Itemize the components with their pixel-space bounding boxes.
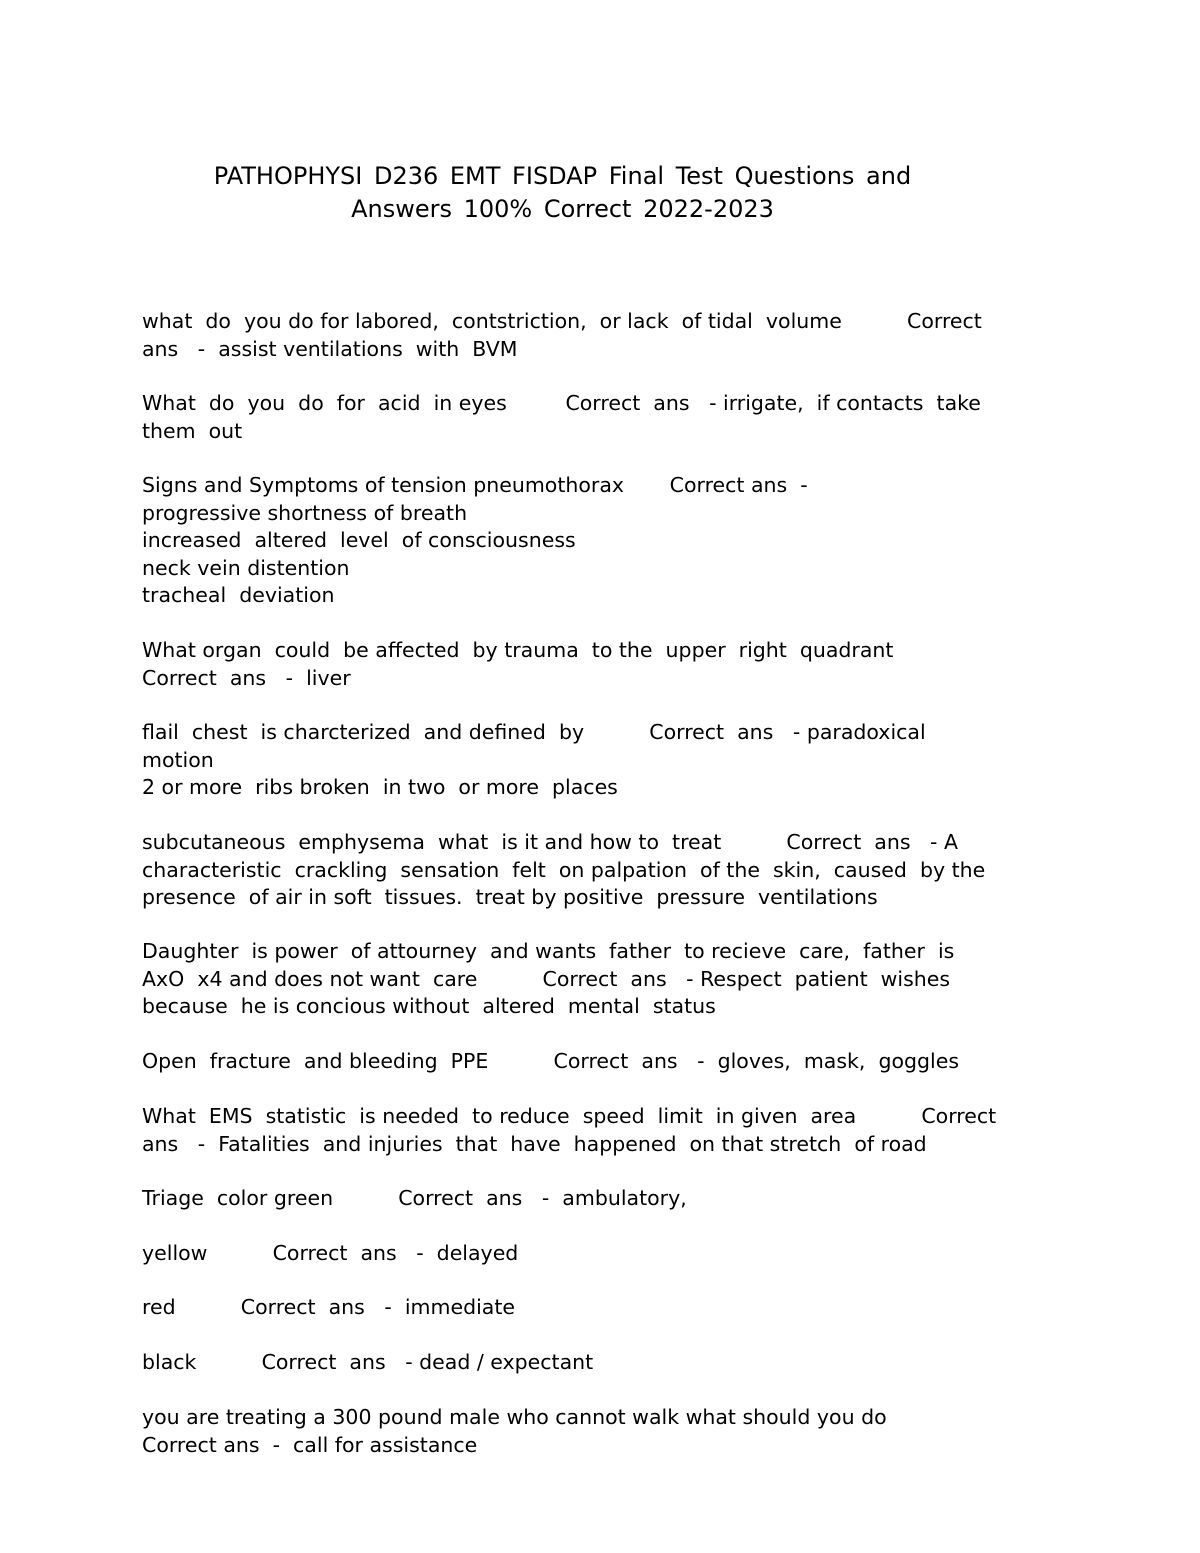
- document-title: [0, 160, 1125, 226]
- qa-line: Open fracture and bleeding PPE Correct ans - gloves, mask, goggles: [142, 1049, 960, 1073]
- qa-line: subcutaneous emphysema what is it and how to treat Correct ans - A: [142, 830, 958, 854]
- qa-line: ans - assist ventilations with BVM: [142, 336, 518, 361]
- qa-item-triage-red: [142, 1294, 1052, 1322]
- qa-line: you are treating a 300 pound male who cannot walk what should you do: [142, 1405, 887, 1429]
- title-line-1: PATHOPHYSI D236 EMT FISDAP Final Test Questions and: [213, 162, 912, 190]
- qa-line: black Correct ans - dead / expectant: [142, 1350, 594, 1374]
- qa-line: them out: [142, 418, 243, 443]
- qa-line: progressive shortness of breath: [142, 500, 468, 525]
- qa-item-tension-pneumothorax: [142, 472, 1052, 610]
- title-line-2: Answers 100% Correct 2022-2023: [351, 195, 774, 223]
- qa-line: AxO x4 and does not want care Correct ans - Respect patient wishes: [142, 966, 951, 991]
- qa-item-triage-black: [142, 1349, 1052, 1377]
- qa-item-tidal-volume: [142, 308, 1052, 363]
- qa-line: tracheal deviation: [142, 583, 335, 607]
- qa-line: characteristic crackling sensation felt on palpation of the skin, caused by the: [142, 857, 986, 882]
- qa-line: motion: [142, 747, 214, 772]
- qa-line: What organ could be affected by trauma to the upper right quadrant: [142, 638, 894, 662]
- qa-item-300-pound-male: [142, 1404, 1052, 1459]
- qa-line: Signs and Symptoms of tension pneumothorax Correct ans -: [142, 473, 808, 497]
- qa-line: because he is concious without altered mental status: [142, 994, 716, 1018]
- qa-line: Daughter is power of attourney and wants father to recieve care, father is: [142, 939, 955, 963]
- qa-item-power-of-attorney: [142, 938, 1052, 1021]
- qa-item-subcutaneous-emphysema: [142, 829, 1052, 912]
- qa-line: What EMS statistic is needed to reduce speed limit in given area Correct: [142, 1104, 997, 1128]
- qa-line: 2 or more ribs broken in two or more places: [142, 775, 618, 799]
- qa-item-ems-statistic: [142, 1103, 1052, 1158]
- qa-line: flail chest is charcterized and defined by Correct ans - paradoxical: [142, 720, 926, 744]
- qa-line: presence of air in soft tissues. treat by positive pressure ventilations: [142, 885, 878, 909]
- qa-item-flail-chest: [142, 719, 1052, 802]
- qa-line: what do you do for labored, contstriction, or lack of tidal volume Correct: [142, 309, 982, 333]
- qa-line: What do you do for acid in eyes Correct ans - irrigate, if contacts take: [142, 391, 981, 415]
- qa-item-acid-in-eyes: [142, 390, 1052, 445]
- qa-item-open-fracture-ppe: [142, 1048, 1052, 1076]
- qa-line: yellow Correct ans - delayed: [142, 1241, 519, 1265]
- qa-line: increased altered level of consciousness: [142, 528, 576, 552]
- qa-item-triage-yellow: [142, 1240, 1052, 1268]
- qa-line: Triage color green Correct ans - ambulatory,: [142, 1186, 687, 1210]
- qa-line: neck vein distention: [142, 555, 350, 580]
- qa-item-triage-green: [142, 1185, 1052, 1213]
- qa-line: Correct ans - call for assistance: [142, 1432, 478, 1457]
- qa-line: red Correct ans - immediate: [142, 1295, 516, 1319]
- qa-line: ans - Fatalities and injuries that have happened on that stretch of road: [142, 1131, 927, 1156]
- qa-item-upper-right-quadrant: [142, 637, 1052, 692]
- qa-line: Correct ans - liver: [142, 665, 351, 690]
